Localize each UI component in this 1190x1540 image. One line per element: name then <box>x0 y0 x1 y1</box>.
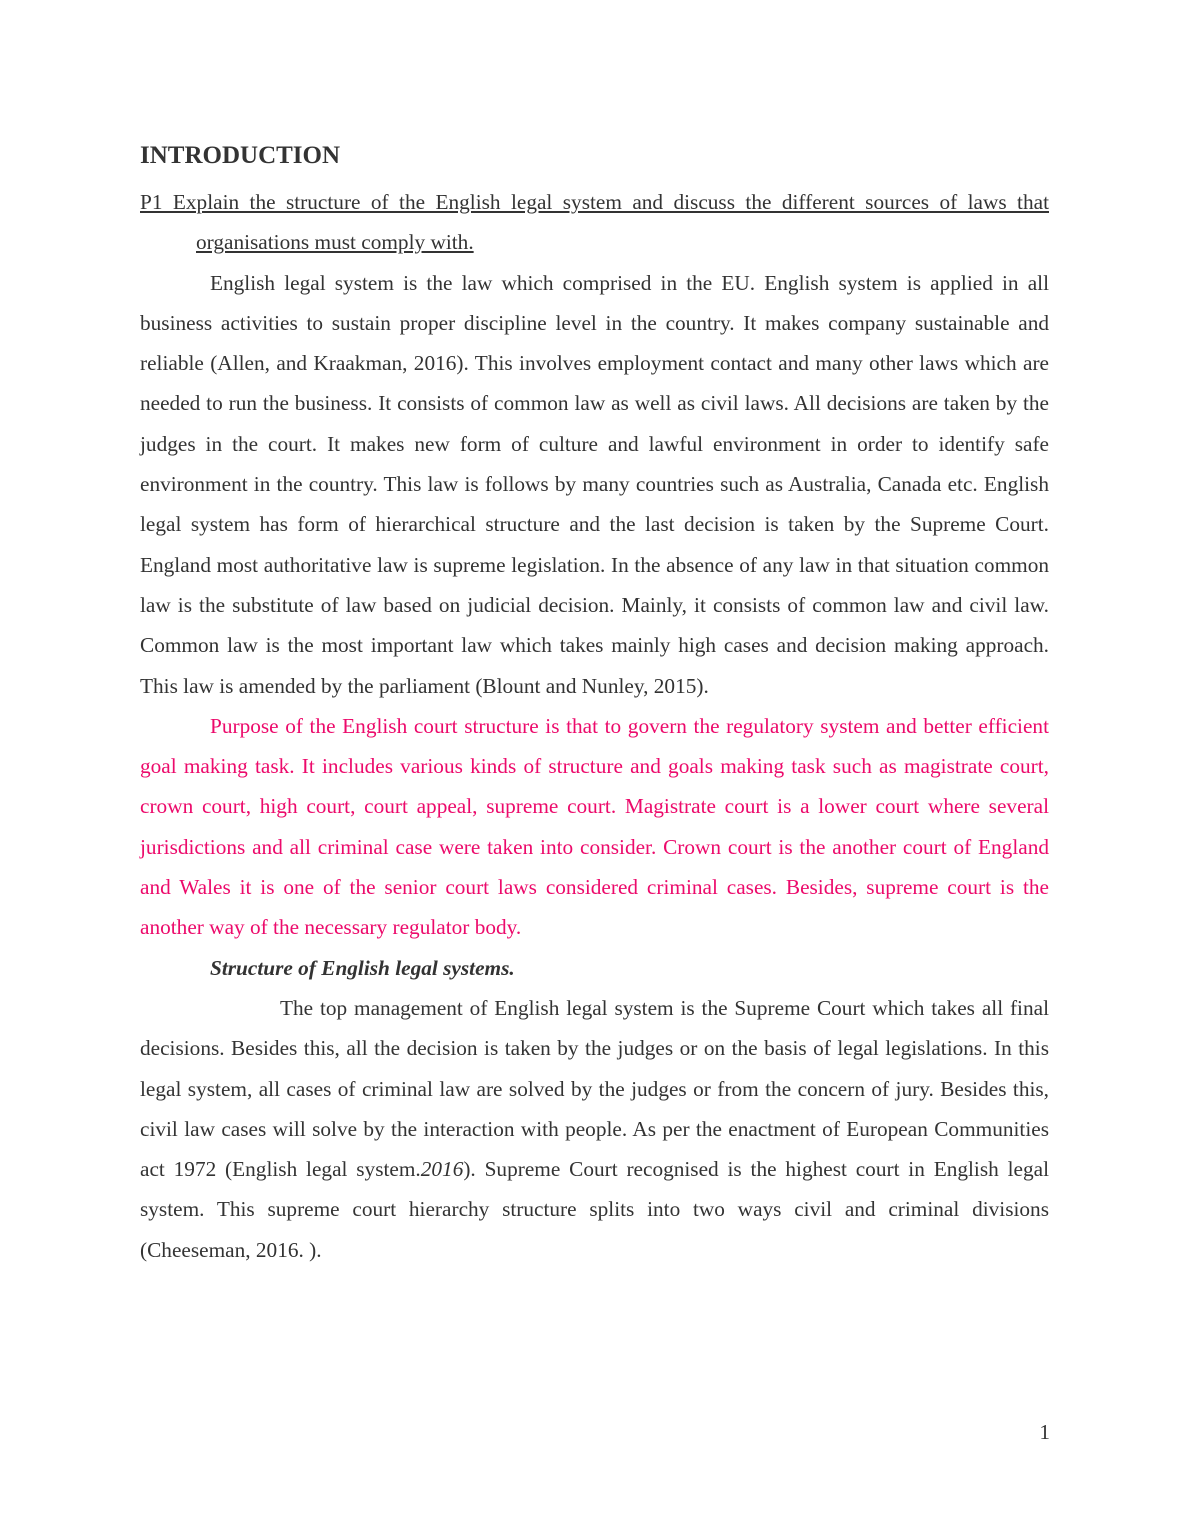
paragraph-supreme-court-text-b: ). Supreme Court recognised is the highest court in English legal system. This supreme court hierarchy structure splits into two ways civil and criminal divisions (Cheeseman, 2016. ). <box>140 1157 1049 1262</box>
task-subheading: P1 Explain the structure of the English legal system and discuss the different sources of laws that organisations must comply with. <box>140 190 1049 255</box>
section-title-structure: Structure of English legal systems. <box>210 955 515 980</box>
introduction-heading: INTRODUCTION <box>140 142 341 169</box>
document-page <box>140 138 1049 1270</box>
paragraph-court-structure: Purpose of the English court structure is that to govern the regulatory system and better efficient goal making task. It includes various kinds of structure and goals making task such as magistrate court, crown court, high court, court appeal, supreme court. Magistrate court is a lower court where several jurisdictions and all criminal case were taken into consider. Crown court is the another court of England and Wales it is one of the senior court laws considered criminal cases. Besides, supreme court is the another way of the necessary regulator body. <box>140 713 1049 940</box>
paragraph-legal-system: English legal system is the law which comprised in the EU. English system is applied in all business activities to sustain proper discipline level in the country. It makes company sustainable and reliable (Allen, and Kraakman, 2016). This involves employment contact and many other laws which are needed to run the business. It consists of common law as well as civil laws. All decisions are taken by the judges in the court. It makes new form of culture and lawful environment in order to identify safe environment in the country. This law is follows by many countries such as Australia, Canada etc. English legal system has form of hierarchical structure and the last decision is taken by the Supreme Court. England most authoritative law is supreme legislation. In the absence of any law in that situation common law is the substitute of law based on judicial decision. Mainly, it consists of common law and civil law. Common law is the most important law which takes mainly high cases and decision making approach. This law is amended by the parliament (Blount and Nunley, 2015). <box>140 270 1049 698</box>
page-number: 1 <box>1039 1420 1050 1444</box>
paragraph-supreme-court-year: 2016 <box>420 1157 464 1182</box>
paragraph-supreme-court-text-a: The top management of English legal system is the Supreme Court which takes all final decisions. Besides this, all the decision is taken by the judges or on the basis of legal legislations. In this legal system, all cases of criminal law are solved by the judges or from the concern of jury. Besides this, civil law cases will solve by the interaction with people. As per the enactment of European Communities act 1972 (English legal system. <box>140 995 1049 1182</box>
paragraph-supreme-court <box>140 988 1049 1270</box>
